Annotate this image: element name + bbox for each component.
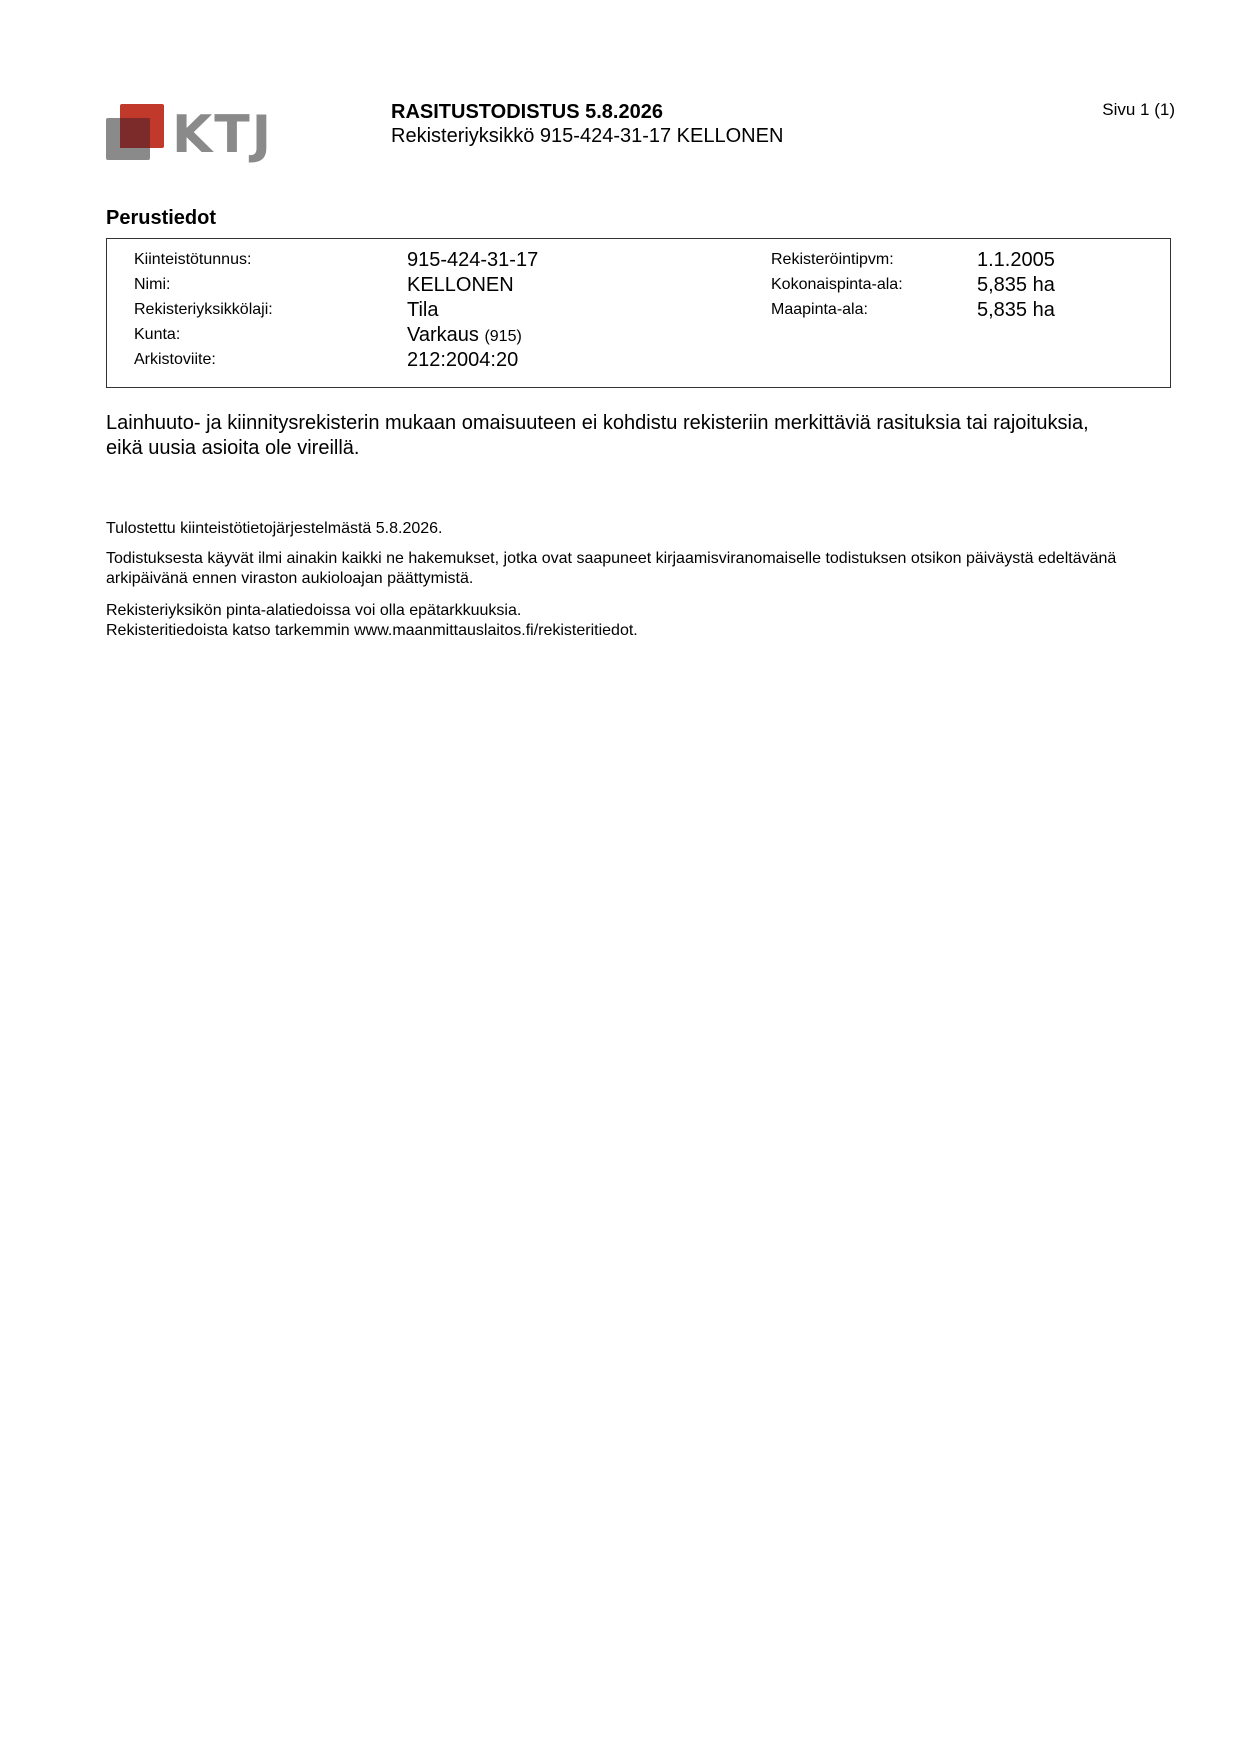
svg-text:KTJ: KTJ xyxy=(172,105,274,165)
statement-line-1: Lainhuuto- ja kiinnitysrekisterin mukaan omaisuuteen ei kohdistu rekisteriin merkittäviä rasituksia tai rajoituksia, xyxy=(106,412,1089,434)
document-title: RASITUSTODISTUS 5.8.2026 xyxy=(391,101,663,123)
label-rekisteriyksikkolaji: Rekisteriyksikkölaji: xyxy=(134,301,273,318)
area-accuracy-note: Rekisteriyksikön pinta-alatiedoissa voi olla epätarkkuuksia. xyxy=(106,602,522,619)
value-maapinta-ala: 5,835 ha xyxy=(977,299,1055,321)
value-kokonaispinta-ala: 5,835 ha xyxy=(977,274,1055,296)
value-rekisterointipvm: 1.1.2005 xyxy=(977,249,1055,271)
value-kunta xyxy=(407,323,522,349)
statement-line-2: eikä uusia asioita ole vireillä. xyxy=(106,437,360,459)
more-info-note: Rekisteritiedoista katso tarkemmin www.maanmittauslaitos.fi/rekisteritiedot. xyxy=(106,622,638,639)
label-rekisterointipvm: Rekisteröintipvm: xyxy=(771,251,894,268)
value-arkistoviite: 212:2004:20 xyxy=(407,349,519,371)
label-kiinteistotunnus: Kiinteistötunnus: xyxy=(134,251,252,268)
label-kokonaispinta-ala: Kokonaispinta-ala: xyxy=(771,276,903,293)
page-number: Sivu 1 (1) xyxy=(1102,100,1175,119)
section-heading-perustiedot: Perustiedot xyxy=(106,207,217,229)
label-arkistoviite: Arkistoviite: xyxy=(134,351,216,368)
document-subtitle: Rekisteriyksikkö 915-424-31-17 KELLONEN xyxy=(391,125,784,147)
area-notice xyxy=(106,601,1186,641)
ktj-logo xyxy=(106,104,274,165)
applications-notice xyxy=(106,549,1186,589)
value-kiinteistotunnus: 915-424-31-17 xyxy=(407,249,539,271)
label-kunta: Kunta: xyxy=(134,326,181,343)
applications-notice-line-1: Todistuksesta käyvät ilmi ainakin kaikki ne hakemukset, jotka ovat saapuneet kirjaamisviranomaiselle todistuksen otsikon päiväystä edeltävänä xyxy=(106,550,1117,567)
encumbrance-statement xyxy=(106,411,1186,461)
printed-note: Tulostettu kiinteistötietojärjestelmästä 5.8.2026. xyxy=(106,520,443,537)
value-nimi: KELLONEN xyxy=(407,274,514,296)
value-rekisteriyksikkolaji: Tila xyxy=(407,299,439,321)
label-nimi: Nimi: xyxy=(134,276,171,293)
label-maapinta-ala: Maapinta-ala: xyxy=(771,301,868,318)
basic-info-box xyxy=(106,238,1171,388)
value-kunta-code: (915) xyxy=(484,328,522,345)
value-kunta-name: Varkaus xyxy=(407,324,479,346)
applications-notice-line-2: arkipäivänä ennen viraston aukioloajan päättymistä. xyxy=(106,570,474,587)
